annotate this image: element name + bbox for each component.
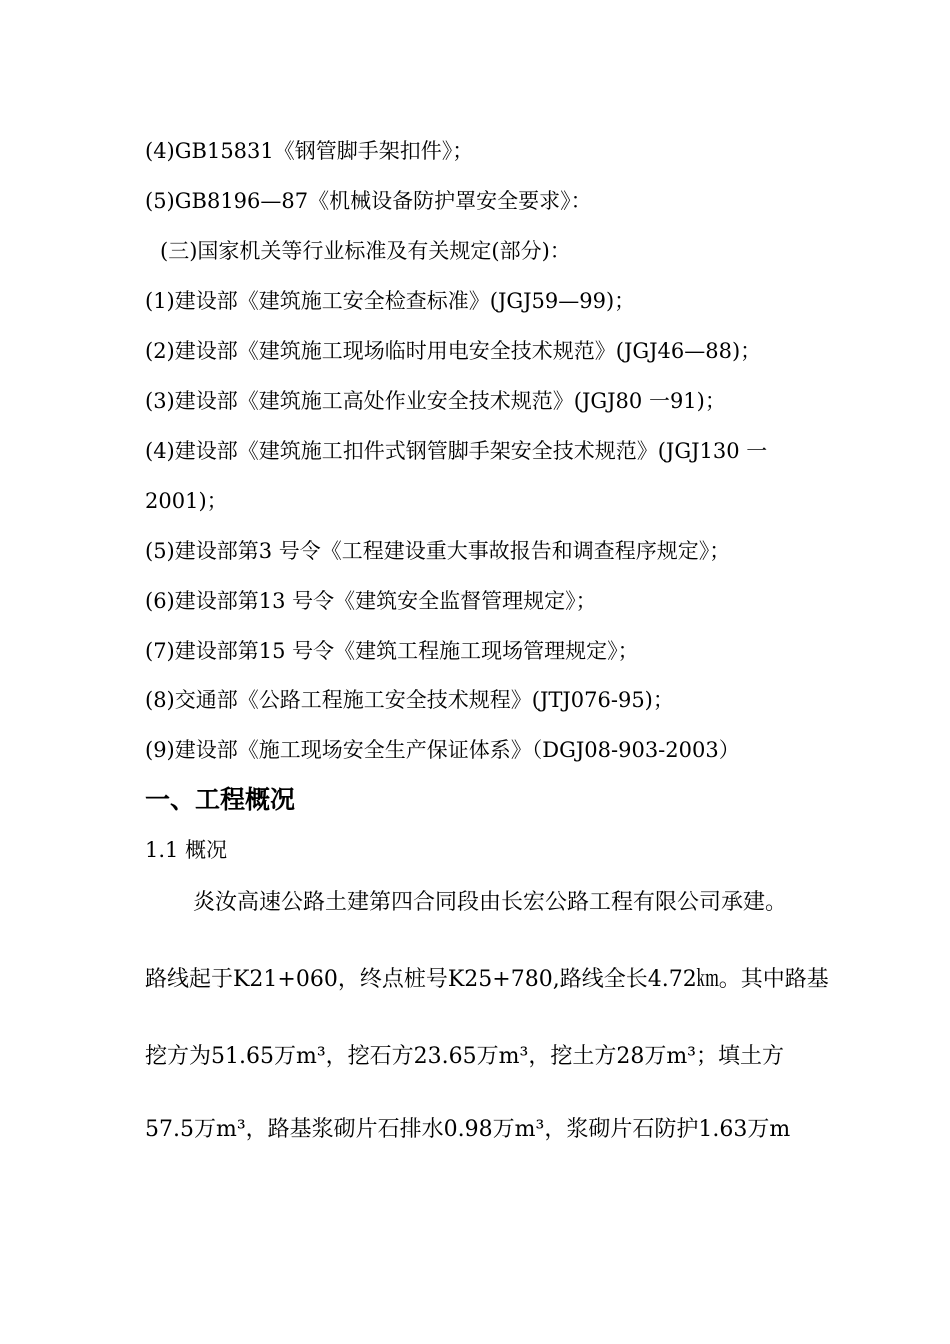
subsection-heading: 1.1 概况 — [145, 838, 228, 862]
rule-item-continuation: 2001)； — [145, 489, 228, 513]
paragraph-line: 57.5万m³，路基浆砌片石排水0.98万m³，浆砌片石防护1.63万m — [145, 1117, 791, 1142]
section-3-title: (三)国家机关等行业标准及有关规定(部分)： — [160, 239, 571, 263]
rule-item: (5)建设部第3 号令《工程建设重大事故报告和调查程序规定》； — [145, 539, 731, 563]
paragraph-line: 炎汝高速公路土建第四合同段由长宏公路工程有限公司承建。 — [193, 890, 788, 915]
rule-item: (8)交通部《公路工程施工安全技术规程》(JTJ076-95)； — [145, 688, 674, 712]
rule-item: (3)建设部《建筑施工高处作业安全技术规范》(JGJ80 一91)； — [145, 389, 726, 413]
rule-item: (2)建设部《建筑施工现场临时用电安全技术规范》(JGJ46—88)； — [145, 339, 762, 363]
reference-item-gb8196: (5)GB8196—87《机械设备防护罩安全要求》： — [145, 189, 592, 213]
rule-item: (4)建设部《建筑施工扣件式钢管脚手架安全技术规范》(JGJ130 一 — [145, 439, 768, 463]
section-heading: 一、工程概况 — [145, 785, 296, 814]
paragraph-line: 挖方为51.65万m³，挖石方23.65万m³，挖土方28万m³；填土方 — [145, 1044, 785, 1069]
rule-item: (7)建设部第15 号令《建筑工程施工现场管理规定》； — [145, 639, 639, 663]
rule-item: (6)建设部第13 号令《建筑安全监督管理规定》； — [145, 589, 597, 613]
reference-item-gb15831: (4)GB15831《钢管脚手架扣件》； — [145, 139, 474, 163]
paragraph-line: 路线起于K21+060，终点桩号K25+780,路线全长4.72㎞。其中路基 — [145, 967, 829, 992]
rule-item: (1)建设部《建筑施工安全检查标准》(JGJ59—99)； — [145, 289, 636, 313]
rule-item: (9)建设部《施工现场安全生产保证体系》（DGJ08-903-2003） — [145, 738, 740, 762]
